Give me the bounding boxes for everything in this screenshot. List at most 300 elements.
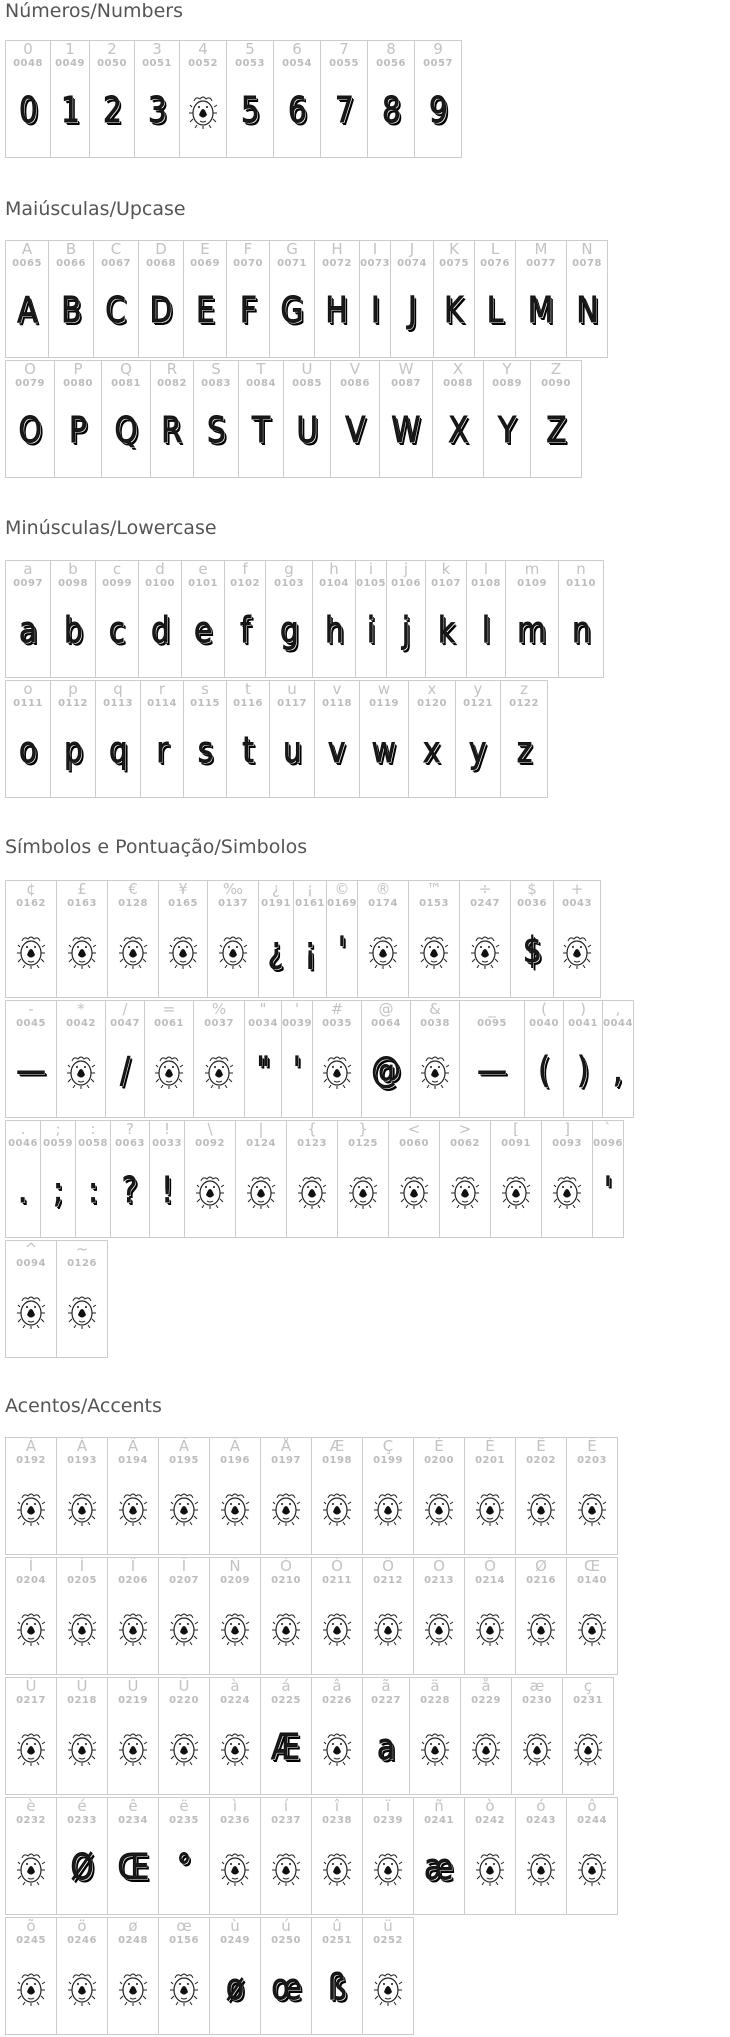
glyph-sample: C: [105, 290, 127, 331]
glyph-cell: [566, 240, 608, 358]
character-label: P: [73, 360, 83, 378]
hedgehog-placeholder-icon: [169, 1610, 199, 1646]
character-code: 0197: [271, 1455, 301, 1466]
character-label: Û: [127, 1677, 139, 1695]
glyph-sample: h: [324, 610, 344, 651]
character-code: 0070: [233, 258, 263, 269]
glyph-preview: [210, 1838, 260, 1898]
hedgehog-placeholder-icon: [67, 1730, 97, 1766]
character-code: 0062: [450, 1138, 480, 1149]
character-label: {: [307, 1120, 317, 1138]
character-code: 0057: [423, 58, 453, 69]
character-code: 0071: [277, 258, 307, 269]
glyph-preview: [261, 1718, 311, 1778]
glyph-cell: [5, 880, 57, 998]
character-label: 7: [339, 40, 349, 58]
glyph-cell: [179, 40, 227, 158]
character-code: 0041: [568, 1018, 598, 1029]
glyph-preview: [542, 1161, 592, 1221]
hedgehog-placeholder-icon: [118, 1970, 148, 2006]
glyph-cell: [260, 1917, 312, 2035]
hedgehog-placeholder-icon: [220, 1610, 250, 1646]
hedgehog-placeholder-icon: [271, 1850, 301, 1886]
character-label: ê: [128, 1797, 138, 1815]
character-code: 0194: [118, 1455, 148, 1466]
glyph-sample: :: [88, 1170, 98, 1211]
glyph-preview: [456, 721, 500, 781]
glyph-preview: [55, 401, 101, 461]
character-code: 0108: [471, 578, 501, 589]
glyph-sample: o: [18, 730, 38, 771]
character-code: 0069: [190, 258, 220, 269]
character-code: 0104: [319, 578, 349, 589]
glyph-sample: @: [371, 1050, 401, 1091]
character-label: E: [200, 240, 210, 258]
glyph-cell: [464, 1557, 516, 1675]
glyph-cell: [158, 1557, 210, 1675]
glyph-sample: j: [401, 610, 411, 651]
glyph-cell: [367, 40, 415, 158]
glyph-preview: [321, 81, 367, 141]
glyph-preview: [159, 921, 207, 981]
hedgehog-placeholder-icon: [16, 1970, 46, 2006]
glyph-preview: [57, 921, 107, 981]
character-label: c: [112, 560, 122, 578]
glyph-preview: [41, 1161, 75, 1221]
hedgehog-placeholder-icon: [475, 1850, 505, 1886]
glyph-preview: [461, 1718, 511, 1778]
character-code: 0243: [526, 1815, 556, 1826]
glyph-cell: [138, 240, 184, 358]
character-label: ã: [381, 1677, 391, 1695]
hedgehog-placeholder-icon: [16, 933, 46, 969]
glyph-preview: [51, 81, 89, 141]
character-label: Q: [120, 360, 132, 378]
glyph-sample: !: [161, 1170, 173, 1211]
character-label: ö: [77, 1917, 87, 1935]
glyph-preview: [327, 921, 357, 981]
glyph-preview: [108, 1958, 158, 2018]
hedgehog-placeholder-icon: [118, 1730, 148, 1766]
glyph-cell: [500, 680, 548, 798]
glyph-preview: [90, 81, 134, 141]
glyph-cell: [134, 40, 180, 158]
character-label: 3: [152, 40, 162, 58]
character-label: }: [358, 1120, 368, 1138]
glyph-cell: [337, 1120, 389, 1238]
glyph-cell: [362, 1437, 414, 1555]
glyph-cell: [311, 1437, 363, 1555]
glyph-preview: [6, 281, 48, 341]
hedgehog-placeholder-icon: [220, 1490, 250, 1526]
character-code: 0124: [246, 1138, 276, 1149]
glyph-sample: M: [528, 290, 554, 331]
glyph-sample: 8: [381, 90, 401, 131]
character-label: !: [163, 1120, 170, 1138]
character-label: œ: [176, 1917, 192, 1935]
glyph-cell: [5, 240, 49, 358]
character-label: e: [198, 560, 208, 578]
glyph-preview: [282, 1041, 312, 1101]
character-label: Ç: [382, 1437, 394, 1455]
character-code: 0115: [190, 698, 220, 709]
character-code: 0052: [188, 58, 218, 69]
character-label: B: [65, 240, 77, 258]
character-label: n: [576, 560, 586, 578]
glyph-preview: [516, 1598, 566, 1658]
glyph-preview: [261, 1838, 311, 1898]
glyph-preview: [6, 81, 50, 141]
glyph-preview: [312, 1718, 362, 1778]
glyph-preview: [559, 601, 603, 661]
character-label: Y: [502, 360, 512, 378]
glyph-preview: [139, 281, 183, 341]
hedgehog-placeholder-icon: [271, 1490, 301, 1526]
character-row: [5, 1240, 725, 1358]
glyph-cell: [56, 1000, 106, 1118]
glyph-preview: [389, 1161, 439, 1221]
glyph-preview: [315, 281, 359, 341]
character-code: 0203: [577, 1455, 607, 1466]
glyph-preview: [185, 1161, 235, 1221]
glyph-preview: [414, 1838, 464, 1898]
character-code: 0245: [16, 1935, 46, 1946]
character-code: 0123: [297, 1138, 327, 1149]
character-code: 0156: [169, 1935, 199, 1946]
character-label: #: [330, 1000, 344, 1018]
glyph-cell: [359, 240, 391, 358]
character-label: i: [368, 560, 374, 578]
character-label: ¡: [306, 880, 313, 898]
glyph-cell: [260, 1677, 312, 1795]
character-code: 0110: [566, 578, 596, 589]
character-label: >: [458, 1120, 472, 1138]
character-code: 0078: [572, 258, 602, 269]
character-code: 0045: [16, 1018, 46, 1029]
character-row: [5, 560, 725, 678]
character-code: 0244: [577, 1815, 607, 1826]
character-code: 0119: [369, 698, 399, 709]
character-label: ü: [383, 1917, 393, 1935]
glyph-preview: [460, 1041, 524, 1101]
glyph-cell: [5, 680, 51, 798]
character-label: j: [403, 560, 409, 578]
glyph-cell: [459, 1000, 525, 1118]
glyph-preview: [210, 1718, 260, 1778]
glyph-cell: [474, 240, 516, 358]
character-label: û: [332, 1917, 342, 1935]
glyph-preview: [227, 281, 269, 341]
character-code: 0098: [58, 578, 88, 589]
hedgehog-placeholder-icon: [220, 1850, 250, 1886]
character-code: 0056: [376, 58, 406, 69]
glyph-preview: [465, 1478, 515, 1538]
character-code: 0091: [501, 1138, 531, 1149]
glyph-sample: ;: [53, 1170, 63, 1211]
character-code: 0234: [118, 1815, 148, 1826]
character-code: 0092: [195, 1138, 225, 1149]
glyph-sample: p: [63, 730, 83, 771]
hedgehog-placeholder-icon: [471, 1730, 501, 1766]
glyph-sample: Œ: [117, 1847, 149, 1888]
glyph-preview: [516, 1838, 566, 1898]
glyph-sample: I: [370, 290, 380, 331]
glyph-cell: [311, 1917, 363, 2035]
glyph-cell: [510, 880, 554, 998]
glyph-sample: T: [251, 410, 271, 451]
glyph-cell: [592, 1120, 624, 1238]
hedgehog-placeholder-icon: [67, 1610, 97, 1646]
glyph-sample: V: [344, 410, 366, 451]
character-code: 0073: [360, 258, 390, 269]
glyph-preview: [460, 921, 510, 981]
glyph-sample: c: [108, 610, 126, 651]
glyph-preview: [525, 1041, 563, 1101]
character-label: 0: [23, 40, 33, 58]
glyph-cell: [150, 360, 194, 478]
character-code: 0094: [16, 1258, 46, 1269]
character-label: ©: [334, 880, 350, 898]
character-label: d: [155, 560, 165, 578]
character-label: v: [332, 680, 342, 698]
character-label: :: [90, 1120, 96, 1138]
glyph-preview: [315, 721, 359, 781]
character-label: ú: [281, 1917, 291, 1935]
glyph-cell: [541, 1120, 593, 1238]
glyph-preview: [159, 1598, 209, 1658]
character-row: [5, 360, 725, 478]
character-label: Ô: [382, 1557, 394, 1575]
hedgehog-placeholder-icon: [322, 1730, 352, 1766]
glyph-preview: [6, 1718, 56, 1778]
character-code: 0055: [329, 58, 359, 69]
glyph-cell: [362, 1797, 414, 1915]
character-grid: [5, 240, 725, 480]
hedgehog-placeholder-icon: [67, 1490, 97, 1526]
character-code: 0036: [517, 898, 547, 909]
glyph-preview: [259, 921, 293, 981]
character-label: t: [245, 680, 251, 698]
glyph-preview: [239, 401, 283, 461]
glyph-cell: [244, 1000, 282, 1118]
glyph-sample: O: [18, 410, 42, 451]
character-label: é: [77, 1797, 87, 1815]
character-code: 0218: [67, 1695, 97, 1706]
glyph-preview: [6, 721, 50, 781]
hedgehog-placeholder-icon: [424, 1610, 454, 1646]
character-code: 0191: [261, 898, 291, 909]
glyph-cell: [269, 680, 315, 798]
character-code: 0209: [220, 1575, 250, 1586]
glyph-preview: [433, 401, 483, 461]
glyph-preview: [159, 1718, 209, 1778]
glyph-sample: x: [423, 730, 441, 771]
glyph-preview: [57, 1958, 107, 2018]
glyph-sample: g: [279, 610, 299, 651]
glyph-cell: [281, 1000, 313, 1118]
glyph-cell: [224, 560, 266, 678]
character-code: 0111: [13, 698, 43, 709]
hedgehog-placeholder-icon: [195, 1173, 225, 1209]
character-code: 0106: [391, 578, 421, 589]
glyph-cell: [107, 880, 159, 998]
character-code: 0116: [233, 698, 263, 709]
glyph-preview: [159, 1838, 209, 1898]
character-label: %: [211, 1000, 227, 1018]
glyph-cell: [460, 1677, 512, 1795]
character-label: _: [488, 1000, 496, 1018]
character-label: f: [242, 560, 248, 578]
character-label: Ê: [536, 1437, 546, 1455]
character-code: 0042: [66, 1018, 96, 1029]
character-label: €: [128, 880, 138, 898]
glyph-cell: [524, 1000, 564, 1118]
glyph-preview: [57, 1041, 105, 1101]
character-grid: [5, 1437, 725, 2037]
glyph-preview: [57, 1838, 107, 1898]
glyph-sample: ?: [122, 1170, 138, 1211]
hedgehog-placeholder-icon: [322, 1053, 352, 1089]
glyph-cell: [56, 1797, 108, 1915]
glyph-sample: P: [69, 410, 87, 451]
character-code: 0214: [475, 1575, 505, 1586]
glyph-preview: [409, 721, 455, 781]
hedgehog-placeholder-icon: [420, 1730, 450, 1766]
glyph-preview: [108, 1598, 158, 1658]
glyph-sample: a: [376, 1727, 396, 1768]
character-label: ™: [426, 880, 442, 898]
glyph-cell: [107, 1917, 159, 2035]
hedgehog-placeholder-icon: [169, 1970, 199, 2006]
character-code: 0065: [12, 258, 42, 269]
glyph-cell: [107, 1557, 159, 1675]
glyph-preview: [564, 1041, 602, 1101]
hedgehog-placeholder-icon: [169, 1730, 199, 1766]
glyph-preview: [182, 601, 224, 661]
character-label: â: [332, 1677, 342, 1695]
character-row: [5, 1437, 725, 1555]
section-title: Símbolos e Pontuação/Simbolos: [5, 836, 308, 858]
character-label: /: [122, 1000, 128, 1018]
character-label: F: [243, 240, 253, 258]
glyph-preview: [491, 1161, 541, 1221]
glyph-preview: [57, 1281, 107, 1341]
character-label: Å: [280, 1437, 292, 1455]
character-code: 0199: [373, 1455, 403, 1466]
glyph-preview: [516, 281, 566, 341]
glyph-cell: [386, 560, 426, 678]
glyph-sample: b: [63, 610, 83, 651]
character-code: 0196: [220, 1455, 250, 1466]
glyph-cell: [515, 1557, 567, 1675]
hedgehog-placeholder-icon: [169, 1490, 199, 1526]
character-code: 0217: [16, 1695, 46, 1706]
glyph-sample: ,: [613, 1050, 623, 1091]
character-code: 0200: [424, 1455, 454, 1466]
character-code: 0083: [201, 378, 231, 389]
glyph-cell: [414, 40, 462, 158]
glyph-cell: [511, 1677, 563, 1795]
hedgehog-placeholder-icon: [16, 1850, 46, 1886]
glyph-cell: [314, 240, 360, 358]
character-code: 0153: [419, 898, 449, 909]
glyph-cell: [566, 1437, 618, 1555]
glyph-preview: [57, 1598, 107, 1658]
glyph-cell: [5, 1240, 57, 1358]
character-label: Í: [79, 1557, 85, 1575]
character-code: 0112: [58, 698, 88, 709]
glyph-sample: R: [161, 410, 183, 451]
character-label: Ë: [587, 1437, 597, 1455]
character-code: 0049: [55, 58, 85, 69]
glyph-cell: [75, 1120, 111, 1238]
glyph-cell: [286, 1120, 338, 1238]
character-grid: [5, 40, 725, 160]
glyph-cell: [388, 1120, 440, 1238]
character-label: È: [434, 1437, 444, 1455]
character-code: 0202: [526, 1455, 556, 1466]
glyph-cell: [362, 1677, 410, 1795]
character-code: 0097: [13, 578, 43, 589]
glyph-cell: [158, 1797, 210, 1915]
glyph-preview: [512, 1718, 562, 1778]
glyph-cell: [207, 880, 259, 998]
glyph-preview: [414, 1478, 464, 1538]
hedgehog-placeholder-icon: [271, 1610, 301, 1646]
glyph-cell: [566, 1797, 618, 1915]
hedgehog-placeholder-icon: [552, 1173, 582, 1209]
hedgehog-placeholder-icon: [373, 1610, 403, 1646]
section-title: Números/Numbers: [5, 0, 183, 22]
hedgehog-placeholder-icon: [368, 933, 398, 969]
glyph-cell: [238, 360, 284, 478]
glyph-sample: N: [575, 290, 599, 331]
glyph-preview: [210, 1598, 260, 1658]
glyph-cell: [158, 1437, 210, 1555]
hedgehog-placeholder-icon: [118, 933, 148, 969]
glyph-preview: [208, 921, 258, 981]
character-row: [5, 680, 725, 798]
glyph-sample: W: [391, 410, 421, 451]
character-code: 0251: [322, 1935, 352, 1946]
glyph-cell: [566, 1557, 618, 1675]
character-label: Æ: [329, 1437, 345, 1455]
glyph-cell: [515, 1437, 567, 1555]
character-code: 0207: [169, 1575, 199, 1586]
character-code: 0054: [282, 58, 312, 69]
character-label: *: [77, 1000, 85, 1018]
glyph-preview: [593, 1161, 623, 1221]
character-label: g: [284, 560, 294, 578]
character-label: Î: [130, 1557, 136, 1575]
glyph-cell: [432, 360, 484, 478]
glyph-sample: —: [477, 1050, 507, 1091]
glyph-cell: [5, 40, 51, 158]
character-row: [5, 1000, 725, 1118]
glyph-cell: [56, 1917, 108, 2035]
character-code: 0226: [322, 1695, 352, 1706]
character-code: 0231: [573, 1695, 603, 1706]
glyph-sample: 5: [240, 90, 260, 131]
glyph-preview: [108, 1478, 158, 1538]
glyph-cell: [5, 560, 51, 678]
glyph-cell: [283, 360, 331, 478]
character-label: M: [534, 240, 548, 258]
section-title: Acentos/Accents: [5, 1395, 162, 1417]
character-code: 0118: [322, 698, 352, 709]
character-code: 0061: [154, 1018, 184, 1029]
character-label: y: [473, 680, 483, 698]
